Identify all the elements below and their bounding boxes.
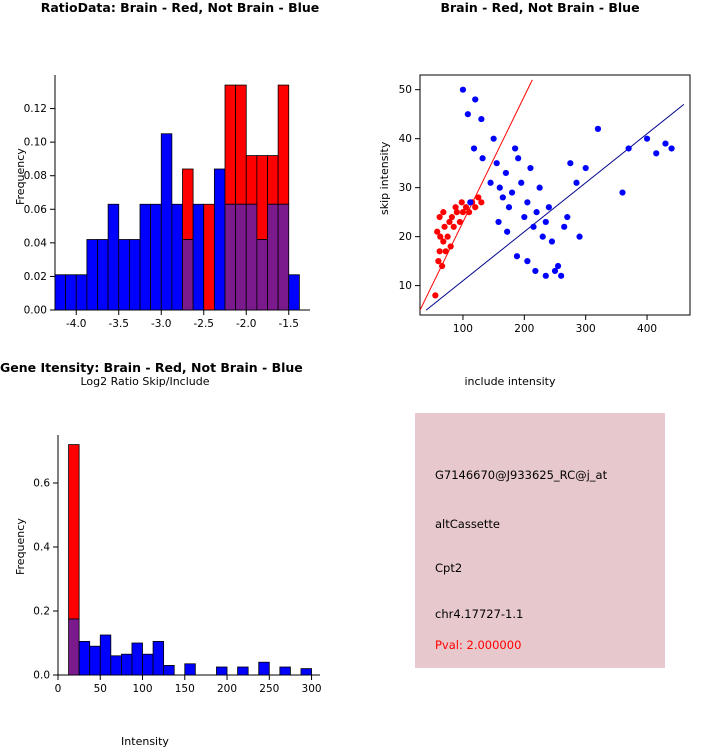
svg-text:0.0: 0.0 <box>33 669 50 682</box>
svg-text:-3.5: -3.5 <box>108 318 129 330</box>
svg-text:50: 50 <box>93 683 107 695</box>
svg-text:0.6: 0.6 <box>33 477 50 490</box>
svg-text:0.00: 0.00 <box>23 304 47 317</box>
svg-text:300: 300 <box>575 323 596 335</box>
svg-text:10: 10 <box>398 280 412 293</box>
scatter-plot <box>360 15 720 375</box>
panel-hist-gene <box>0 360 400 748</box>
hist-ratio-title: RatioData: Brain - Red, Not Brain - Blue <box>40 0 320 15</box>
hist-ratio-xlabel: Log2 Ratio Skip/Include <box>80 375 210 388</box>
hist-gene-title: Gene Itensity: Brain - Red, Not Brain - Blue <box>0 360 303 375</box>
svg-text:40: 40 <box>398 133 412 146</box>
svg-text:300: 300 <box>301 683 322 695</box>
gene-name-text: Cpt2 <box>435 561 463 575</box>
svg-text:0: 0 <box>54 683 62 695</box>
svg-text:0.06: 0.06 <box>23 203 47 216</box>
svg-text:20: 20 <box>398 231 412 244</box>
svg-text:200: 200 <box>514 323 535 335</box>
annotation-box <box>415 413 665 668</box>
hist-ratio-plot <box>0 15 360 375</box>
svg-text:400: 400 <box>637 323 658 335</box>
svg-text:-2.0: -2.0 <box>236 318 257 330</box>
svg-text:150: 150 <box>174 683 195 695</box>
scatter-ylabel: skip intensity <box>378 141 391 215</box>
svg-text:0.2: 0.2 <box>33 605 50 618</box>
panel-scatter <box>360 0 720 388</box>
svg-text:-4.0: -4.0 <box>66 318 87 330</box>
hist-gene-plot <box>0 375 400 735</box>
svg-text:0.4: 0.4 <box>33 541 50 554</box>
svg-text:0.04: 0.04 <box>23 237 47 250</box>
svg-text:-1.5: -1.5 <box>278 318 299 330</box>
svg-text:-2.5: -2.5 <box>193 318 214 330</box>
svg-text:50: 50 <box>398 84 412 97</box>
probe-id-text: G7146670@J933625_RC@j_at <box>435 468 608 482</box>
locus-text: chr4.17727-1.1 <box>435 607 524 621</box>
pval-text: Pval: 2.000000 <box>435 638 522 652</box>
svg-text:0.02: 0.02 <box>23 270 47 283</box>
svg-text:0.12: 0.12 <box>23 103 47 116</box>
svg-text:0.10: 0.10 <box>23 136 47 149</box>
scatter-title: Brain - Red, Not Brain - Blue <box>440 0 640 15</box>
scatter-xlabel: include intensity <box>464 375 556 388</box>
svg-text:0.08: 0.08 <box>23 170 47 183</box>
svg-text:250: 250 <box>259 683 280 695</box>
svg-text:200: 200 <box>217 683 238 695</box>
hist-gene-ylabel: Frequency <box>14 518 27 575</box>
hist-ratio-ylabel: Frequency <box>14 148 27 205</box>
event-type-text: altCassette <box>435 517 500 531</box>
svg-text:100: 100 <box>452 323 473 335</box>
hist-gene-xlabel: Intensity <box>121 735 169 748</box>
svg-text:100: 100 <box>132 683 153 695</box>
svg-text:-3.0: -3.0 <box>151 318 172 330</box>
svg-text:30: 30 <box>398 182 412 195</box>
